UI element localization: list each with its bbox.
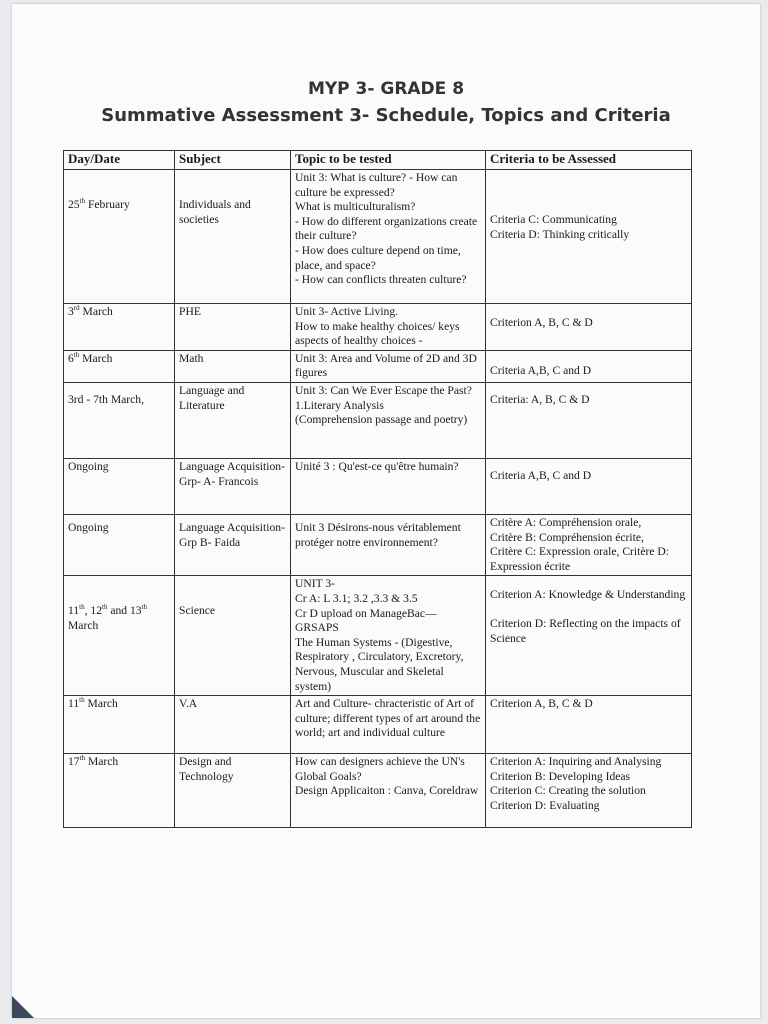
topic-line: Unit 3- Active Living. bbox=[295, 305, 399, 318]
topic-line: Unit 3: What is culture? - How can culture be expressed? bbox=[295, 171, 458, 199]
criteria-cell bbox=[486, 576, 692, 696]
column-header-topic: Topic to be tested bbox=[291, 151, 486, 170]
topic-cell bbox=[291, 382, 486, 458]
column-header-criteria: Criteria to be Assessed bbox=[486, 151, 692, 170]
date-cell: 25th February bbox=[64, 170, 175, 304]
table-row bbox=[64, 754, 692, 828]
table-row bbox=[64, 458, 692, 514]
table-row bbox=[64, 382, 692, 458]
criteria-cell bbox=[486, 458, 692, 514]
subject-cell: Math bbox=[175, 350, 291, 382]
topic-line: Art and Culture- chracteristic of Art of culture; different types of art around the world; art and individual culture bbox=[295, 697, 481, 740]
topic-cell bbox=[291, 754, 486, 828]
date-cell: 6th March bbox=[64, 350, 175, 382]
topic-line: How can designers achieve the UN's Global Goals? bbox=[295, 755, 465, 783]
date-cell: 3rd March bbox=[64, 304, 175, 351]
criteria-cell bbox=[486, 304, 692, 351]
subject-cell: Language Acquisition- Grp B- Faida bbox=[175, 514, 291, 575]
criteria-line: Critère B: Compréhension écrite, bbox=[490, 530, 644, 544]
topic-line: Unit 3: Can We Ever Escape the Past? bbox=[295, 383, 472, 397]
subject-cell: V.A bbox=[175, 696, 291, 754]
criteria-line: Critère A: Compréhension orale, bbox=[490, 515, 642, 529]
topic-cell bbox=[291, 514, 486, 575]
topic-cell bbox=[291, 458, 486, 514]
subject-cell: Language Acquisition- Grp- A- Francois bbox=[175, 458, 291, 514]
criteria-line: Criterion A, B, C & D bbox=[490, 316, 593, 329]
criteria-line: Criterion A: Knowledge & Understanding bbox=[490, 588, 686, 602]
topic-line: - How do different organizations create their culture? bbox=[295, 214, 478, 243]
criteria-line: Criteria D: Thinking critically bbox=[490, 227, 630, 241]
date-cell: 11th March bbox=[64, 696, 175, 754]
criteria-line: Criteria A,B, C and D bbox=[490, 363, 592, 377]
topic-line: Design Applicaiton : Canva, Coreldraw bbox=[295, 784, 479, 798]
criteria-cell bbox=[486, 754, 692, 828]
criteria-line: Critère C: Expression orale, Critère D: Expression écrite bbox=[490, 545, 670, 573]
date-cell: Ongoing bbox=[64, 458, 175, 514]
topic-cell bbox=[291, 304, 486, 351]
criteria-line: Criterion A: Inquiring and Analysing bbox=[490, 755, 662, 769]
document-subtitle: Summative Assessment 3- Schedule, Topics and Criteria bbox=[101, 105, 671, 126]
topic-line: - How can conflicts threaten culture? bbox=[295, 273, 467, 287]
criteria-line: Criterion D: Evaluating bbox=[490, 798, 600, 812]
subject-cell: PHE bbox=[175, 304, 291, 351]
column-header-date: Day/Date bbox=[64, 151, 175, 170]
table-row bbox=[64, 514, 692, 575]
date-cell: 17th March bbox=[64, 754, 175, 828]
criteria-line: Criteria: A, B, C & D bbox=[490, 392, 590, 406]
topic-line: What is multiculturalism? bbox=[295, 200, 416, 214]
criteria-line: Criterion D: Reflecting on the impacts of Science bbox=[490, 616, 681, 645]
topic-line: How to make healthy choices/ keys aspects of healthy choices - bbox=[295, 319, 460, 348]
topic-line: 1.Literary Analysis bbox=[295, 398, 384, 412]
criteria-line: Criteria C: Communicating bbox=[490, 213, 617, 226]
column-header-subject: Subject bbox=[175, 151, 291, 170]
schedule-table bbox=[63, 150, 692, 828]
table-header-row bbox=[64, 151, 692, 170]
topic-line: Unit 3: Area and Volume of 2D and 3D figures bbox=[295, 351, 477, 380]
subject-cell: Language and Literature bbox=[175, 382, 291, 458]
topic-cell bbox=[291, 350, 486, 382]
topic-line: UNIT 3- bbox=[295, 577, 336, 591]
topic-line: The Human Systems - (Digestive, Respiratory , Circulatory, Excretory, Nervous, Muscular and Skeletal system) bbox=[295, 635, 464, 693]
subject-cell: Science bbox=[175, 576, 291, 696]
topic-cell bbox=[291, 576, 486, 696]
document-page bbox=[12, 4, 760, 1018]
criteria-line: Criterion A, B, C & D bbox=[490, 697, 593, 711]
date-cell: 11th, 12th and 13th March bbox=[64, 576, 175, 696]
criteria-cell bbox=[486, 170, 692, 304]
criteria-cell bbox=[486, 350, 692, 382]
criteria-cell bbox=[486, 514, 692, 575]
topic-line: Cr A: L 3.1; 3.2 ,3.3 & 3.5 bbox=[295, 591, 418, 605]
topic-line: (Comprehension passage and poetry) bbox=[295, 413, 468, 427]
criteria-line: Criteria A,B, C and D bbox=[490, 468, 592, 482]
table-row bbox=[64, 576, 692, 696]
table-row bbox=[64, 696, 692, 754]
subject-cell: Individuals and societies bbox=[175, 170, 291, 304]
criteria-spacer bbox=[490, 603, 687, 617]
topic-line: Unité 3 : Qu'est-ce qu'être humain? bbox=[295, 459, 459, 473]
date-cell: 3rd - 7th March, bbox=[64, 382, 175, 458]
topic-cell bbox=[291, 696, 486, 754]
criteria-line: Criterion B: Developing Ideas bbox=[490, 769, 631, 783]
topic-line: Unit 3 Désirons-nous véritablement protéger notre environnement? bbox=[295, 520, 461, 549]
criteria-cell bbox=[486, 382, 692, 458]
topic-line: Cr D upload on ManageBac— GRSAPS bbox=[295, 606, 437, 635]
table-row bbox=[64, 350, 692, 382]
criteria-cell bbox=[486, 696, 692, 754]
criteria-line: Criterion C: Creating the solution bbox=[490, 784, 646, 798]
table-row bbox=[64, 170, 692, 304]
topic-cell bbox=[291, 170, 486, 304]
date-cell: Ongoing bbox=[64, 514, 175, 575]
document-title: MYP 3- GRADE 8 bbox=[307, 79, 465, 99]
table-row bbox=[64, 304, 692, 351]
subject-cell: Design and Technology bbox=[175, 754, 291, 828]
topic-line: - How does culture depend on time, place, and space? bbox=[295, 243, 461, 272]
page-corner-shadow bbox=[12, 996, 34, 1018]
